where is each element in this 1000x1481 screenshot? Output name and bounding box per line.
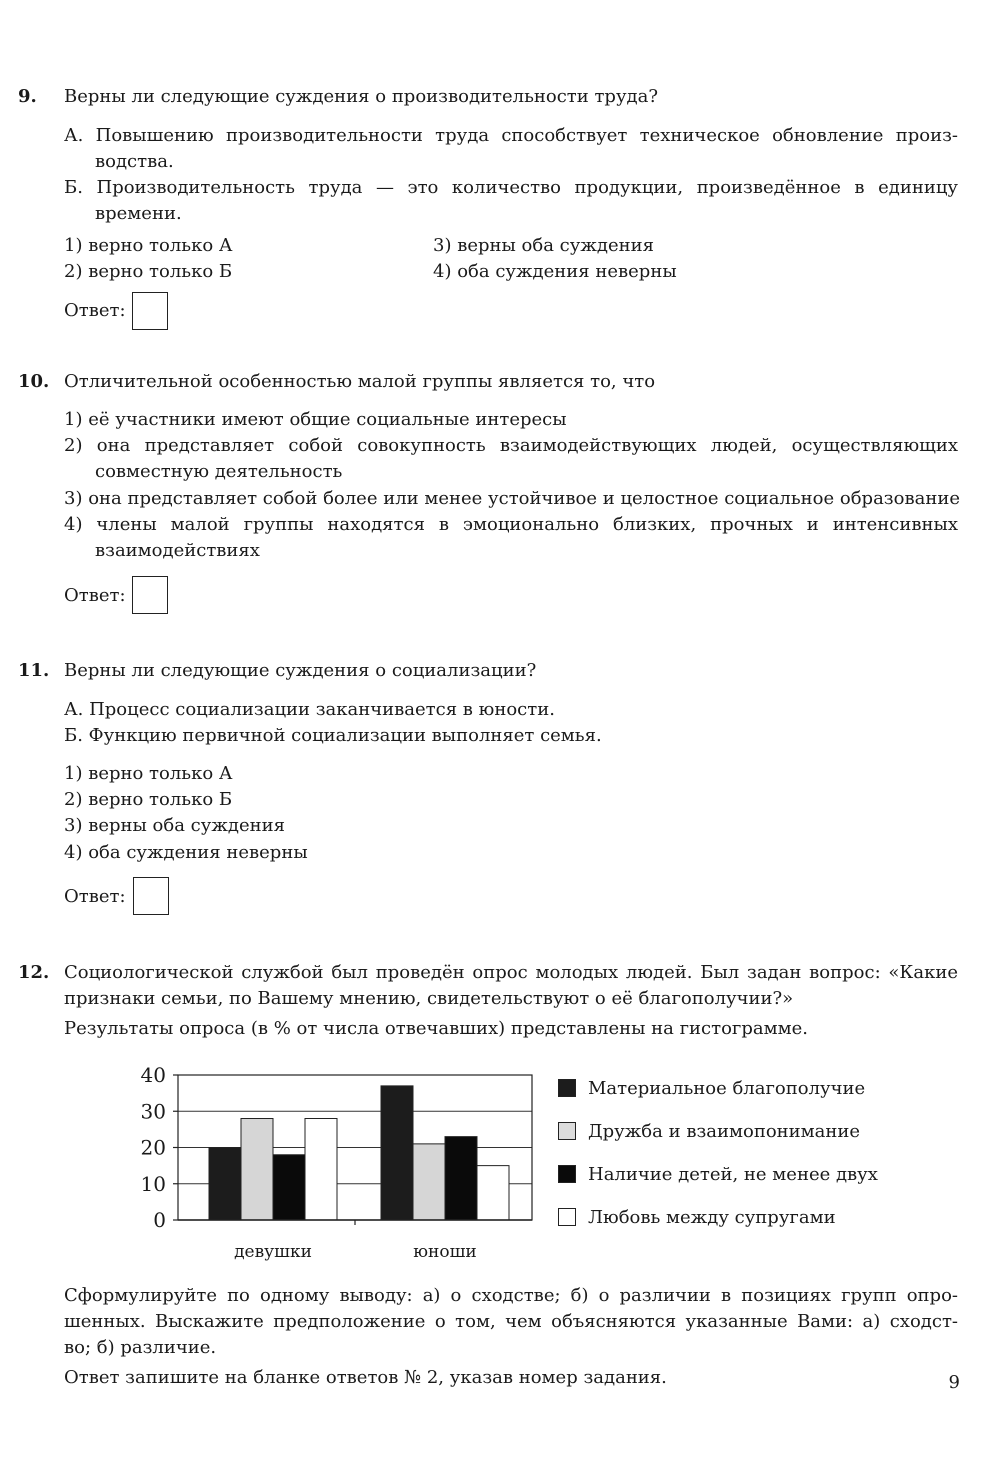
task-text-cont: во; б) различие.	[64, 1337, 217, 1358]
x-category-label: девушки	[234, 1242, 312, 1262]
answer-box[interactable]	[132, 292, 168, 330]
legend-swatch	[558, 1122, 576, 1140]
statement-a-cont: водства.	[95, 151, 174, 172]
task-text-cont: шенных. Выскажите предположение о том, чем объясняются указанные Вами: а) сходст-	[64, 1311, 958, 1332]
statement-a: А. Процесс социализации заканчивается в юности.	[64, 699, 555, 720]
legend-label: Дружба и взаимопонимание	[588, 1121, 861, 1142]
option-1: 1) верно только А	[64, 235, 233, 256]
answer-label: Ответ:	[64, 886, 126, 907]
y-tick-label: 10	[140, 1171, 166, 1196]
option-3: 3) верны оба суждения	[64, 815, 285, 836]
bar	[305, 1119, 337, 1221]
legend-item	[558, 1120, 860, 1144]
task-text: Сформулируйте по одному выводу: а) о сходстве; б) о различии в позициях групп опро-	[64, 1285, 958, 1306]
x-category-label: юноши	[413, 1242, 477, 1262]
bar	[209, 1148, 241, 1221]
question-number: 12.	[18, 962, 50, 983]
bar	[477, 1166, 509, 1220]
question-number: 9.	[18, 86, 37, 107]
y-tick-label: 0	[153, 1208, 166, 1232]
legend-item	[558, 1206, 836, 1230]
bar	[241, 1119, 273, 1221]
legend-label: Наличие детей, не менее двух	[588, 1164, 878, 1185]
question-text: Верны ли следующие суждения о производительности труда?	[64, 86, 659, 107]
legend-item	[558, 1163, 878, 1187]
statement-b-cont: времени.	[95, 203, 182, 224]
question-text: Отличительной особенностью малой группы является то, что	[64, 371, 656, 392]
legend-item	[558, 1077, 865, 1101]
task-instruction: Ответ запишите на бланке ответов № 2, указав номер задания.	[64, 1367, 667, 1388]
y-tick-label: 40	[140, 1063, 166, 1087]
question-intro-results: Результаты опроса (в % от числа отвечавших) представлены на гистограмме.	[64, 1018, 808, 1039]
option-2: 2) верно только Б	[64, 789, 233, 810]
legend-swatch	[558, 1165, 576, 1183]
option-2: 2) она представляет собой совокупность взаимодействующих людей, осуществляющих	[64, 435, 958, 456]
option-4: 4) оба суждения неверны	[433, 261, 677, 282]
question-intro-cont: признаки семьи, по Вашему мнению, свидетельствуют о её благополучии?»	[64, 988, 794, 1009]
option-3: 3) верны оба суждения	[433, 235, 654, 256]
answer-box[interactable]	[132, 576, 168, 614]
legend-label: Материальное благополучие	[588, 1078, 866, 1099]
legend-label: Любовь между супругами	[588, 1207, 836, 1228]
answer-label: Ответ:	[64, 300, 126, 321]
histogram-chart	[130, 1060, 540, 1270]
bar	[273, 1155, 305, 1220]
legend-swatch	[558, 1079, 576, 1097]
option-4: 4) оба суждения неверны	[64, 842, 308, 863]
question-number: 11.	[18, 660, 50, 681]
answer-box[interactable]	[133, 877, 169, 915]
option-4: 4) члены малой группы находятся в эмоционально близких, прочных и интенсивных	[64, 514, 958, 535]
option-1: 1) её участники имеют общие социальные интересы	[64, 409, 567, 430]
bar	[445, 1137, 477, 1220]
legend-swatch	[558, 1208, 576, 1226]
question-text: Верны ли следующие суждения о социализации?	[64, 660, 537, 681]
y-tick-label: 30	[140, 1099, 166, 1124]
statement-a: А. Повышению производительности труда способствует техническое обновление произ-	[64, 125, 958, 146]
option-3: 3) она представляет собой более или менее устойчивое и целостное социальное образование	[64, 488, 960, 509]
statement-b: Б. Производительность труда — это количество продукции, произведённое в единицу	[64, 177, 958, 198]
statement-b: Б. Функцию первичной социализации выполняет семья.	[64, 725, 602, 746]
bar	[413, 1144, 445, 1220]
answer-label: Ответ:	[64, 585, 126, 606]
question-intro: Социологической службой был проведён опрос молодых людей. Был задан вопрос: «Какие	[64, 962, 958, 983]
option-1: 1) верно только А	[64, 763, 233, 784]
bar	[381, 1086, 413, 1220]
page-number: 9	[948, 1372, 960, 1393]
question-number: 10.	[18, 371, 50, 392]
option-2: 2) верно только Б	[64, 261, 233, 282]
y-tick-label: 20	[140, 1135, 166, 1160]
option-4-cont: взаимодействиях	[95, 540, 260, 561]
option-2-cont: совместную деятельность	[95, 461, 343, 482]
